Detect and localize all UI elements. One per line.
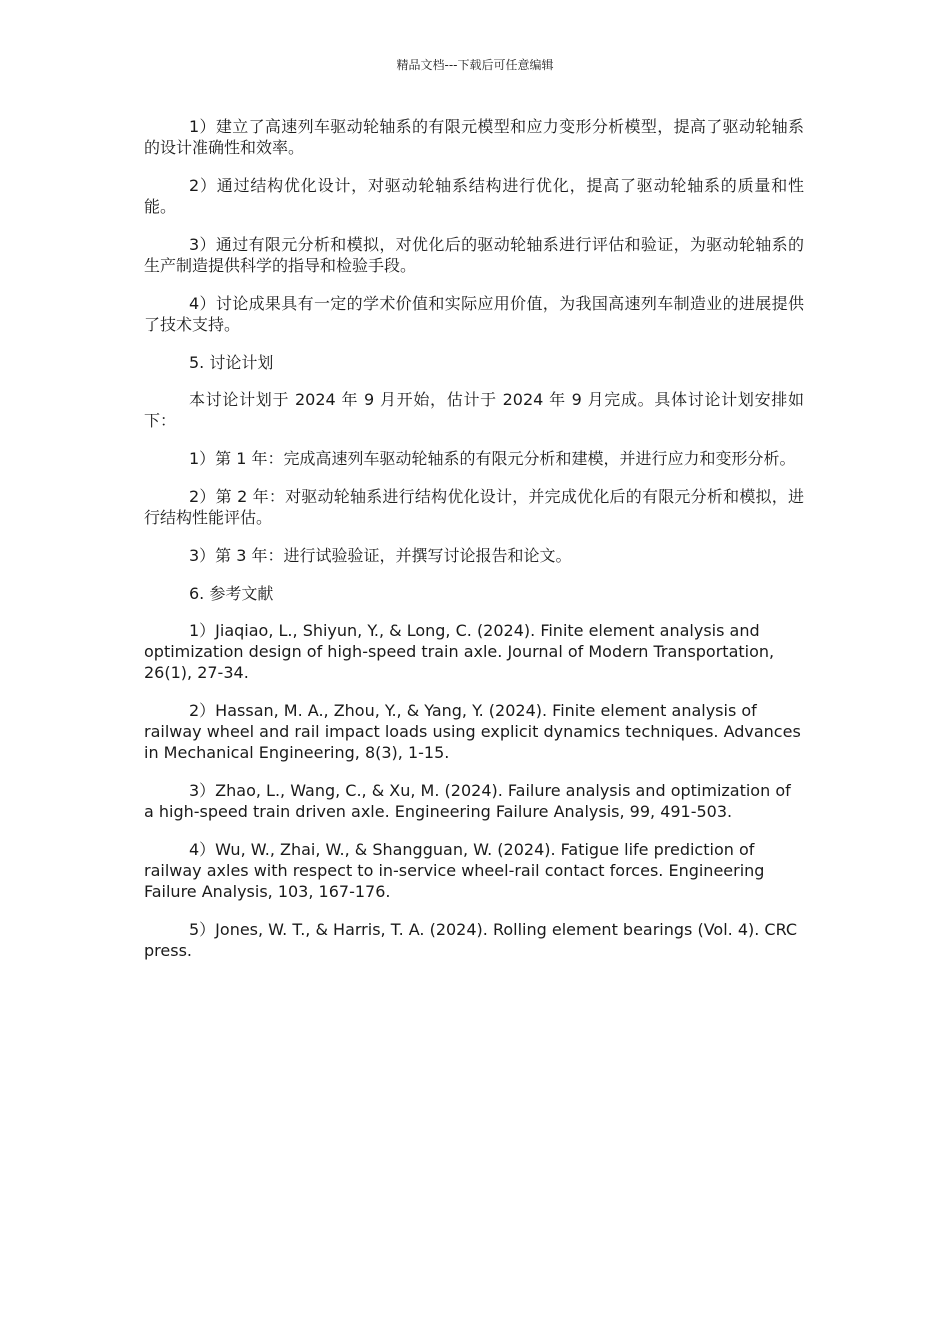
- result-item-2: 2）通过结构优化设计，对驱动轮轴系结构进行优化，提高了驱动轮轴系的质量和性能。: [144, 176, 804, 216]
- document-body: [144, 116, 804, 978]
- section-heading-research-plan: 5. 讨论计划: [189, 353, 274, 372]
- reference-item-3: 3）Zhao, L., Wang, C., & Xu, M. (2024). Failure analysis and optimization of a high-speed train driven axle. Engineering Failure Analysis, 99, 491-503.: [144, 781, 791, 821]
- reference-item-4: 4）Wu, W., Zhai, W., & Shangguan, W. (2024). Fatigue life prediction of railway axles with respect to in-service wheel-rail contact forces. Engineering Failure Analysis, 103, 167-176.: [144, 840, 765, 901]
- plan-item-3: 3）第 3 年：进行试验验证，并撰写讨论报告和论文。: [189, 546, 572, 565]
- section-heading-references: 6. 参考文献: [189, 584, 274, 603]
- result-item-3: 3）通过有限元分析和模拟，对优化后的驱动轮轴系进行评估和验证，为驱动轮轴系的生产制造提供科学的指导和检验手段。: [144, 235, 804, 275]
- plan-intro: 本讨论计划于 2024 年 9 月开始，估计于 2024 年 9 月完成。具体讨论计划安排如下：: [144, 390, 804, 430]
- plan-item-1: 1）第 1 年：完成高速列车驱动轮轴系的有限元分析和建模，并进行应力和变形分析。: [189, 449, 796, 468]
- result-item-4: 4）讨论成果具有一定的学术价值和实际应用价值，为我国高速列车制造业的进展提供了技术支持。: [144, 294, 804, 334]
- reference-item-2: 2）Hassan, M. A., Zhou, Y., & Yang, Y. (2024). Finite element analysis of railway wheel and rail impact loads using explicit dynamics techniques. Advances in Mechanical Engineering, 8(3), 1-15.: [144, 701, 801, 762]
- reference-item-5: 5）Jones, W. T., & Harris, T. A. (2024). Rolling element bearings (Vol. 4). CRC press.: [144, 920, 798, 960]
- page-header: 精品文档---下载后可任意编辑: [396, 58, 554, 72]
- plan-item-2: 2）第 2 年：对驱动轮轴系进行结构优化设计，并完成优化后的有限元分析和模拟，进行结构性能评估。: [144, 487, 804, 527]
- result-item-1: 1）建立了高速列车驱动轮轴系的有限元模型和应力变形分析模型，提高了驱动轮轴系的设计准确性和效率。: [144, 117, 804, 157]
- reference-item-1: 1）Jiaqiao, L., Shiyun, Y., & Long, C. (2024). Finite element analysis and optimization design of high-speed train axle. Journal of Modern Transportation, 26(1), 27-34.: [144, 621, 775, 682]
